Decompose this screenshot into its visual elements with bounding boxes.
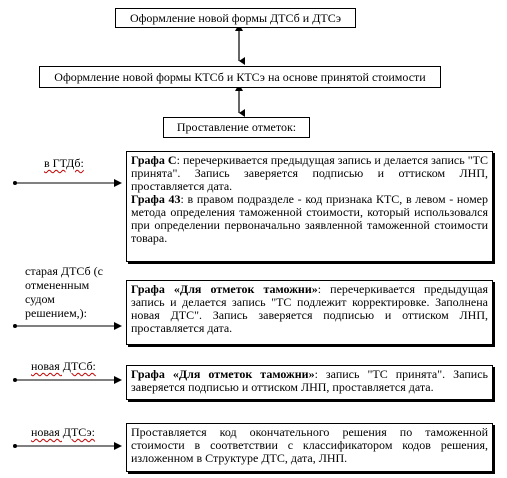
row1-p2-bold: Графа 43 xyxy=(131,192,181,206)
row1-para1 xyxy=(131,154,488,193)
row2-label-line1: старая ДТСб (с xyxy=(25,264,103,278)
box-marks xyxy=(163,117,310,138)
row1-p1-bold: Графа С xyxy=(131,153,177,167)
row1-p1-text: : перечеркивается предыдущая запись и делается запись "ТС принята". Запись заверяется подписью и оттиском ЛНП, проставляется дата. xyxy=(131,153,488,193)
row3-text: : запись "ТС принята". Запись заверяется подписью и оттиском ЛНП, проставляется дата. xyxy=(131,367,488,394)
row2-label xyxy=(25,264,103,320)
row2-text: : перечеркивается предыдущая запись и делается запись "ТС подлежит корректировке. Заполнена новая ДТС". Запись заверяется подписью и оттиском ЛНП, проставляется дата. xyxy=(131,282,488,335)
arrow-box2-to-box3 xyxy=(235,84,243,113)
row1-label-text: в ГТДб: xyxy=(44,156,84,170)
box-new-dts-form-text: Оформление новой формы ДТСб и ДТСэ xyxy=(129,10,342,25)
box-new-kts-form-text: Оформление новой формы КТСб и КТСэ на основе принятой стоимости xyxy=(54,69,426,84)
row4-para: Проставляется код окончательного решения по таможенной стоимости в соответствии с классификатором кодов решения, изложенном в Структуре ДТС, дата, ЛНП. xyxy=(131,425,488,465)
row2-bold: Графа «Для отметок таможни» xyxy=(131,282,318,296)
row3-bold: Графа «Для отметок таможни» xyxy=(131,367,315,381)
connector-row1 xyxy=(13,181,121,185)
row2-para xyxy=(131,283,488,335)
connector-row4 xyxy=(13,444,121,448)
row1-p2-text: : в правом подразделе - код признака КТС, в левом - номер метода определения таможенной стоимости, который использовался при определении первоначально заявленной таможенной стоимости товара. xyxy=(131,192,488,245)
row2-label-line3: судом xyxy=(25,292,55,306)
row3-para xyxy=(131,368,488,394)
box-new-dts-form xyxy=(115,8,356,28)
row3-label xyxy=(31,360,96,373)
row3-box xyxy=(126,365,493,400)
row1-label xyxy=(44,157,84,170)
row2-label-line4: решением,): xyxy=(25,306,87,320)
box-marks-text: Проставление отметок: xyxy=(176,120,297,134)
box-new-kts-form xyxy=(39,66,441,88)
row4-label-text: новая ДТСэ: xyxy=(31,425,95,439)
arrow-box1-to-box2 xyxy=(235,24,243,61)
row2-label-line2: отмененным xyxy=(25,278,90,292)
row4-box xyxy=(126,423,493,472)
row2-box xyxy=(126,280,493,345)
connector-row2 xyxy=(13,324,121,328)
row3-label-text: новая ДТСб: xyxy=(31,359,96,373)
row1-box xyxy=(126,151,493,262)
row4-label xyxy=(31,426,95,439)
connector-row3 xyxy=(13,378,121,382)
row1-para2 xyxy=(131,193,488,245)
